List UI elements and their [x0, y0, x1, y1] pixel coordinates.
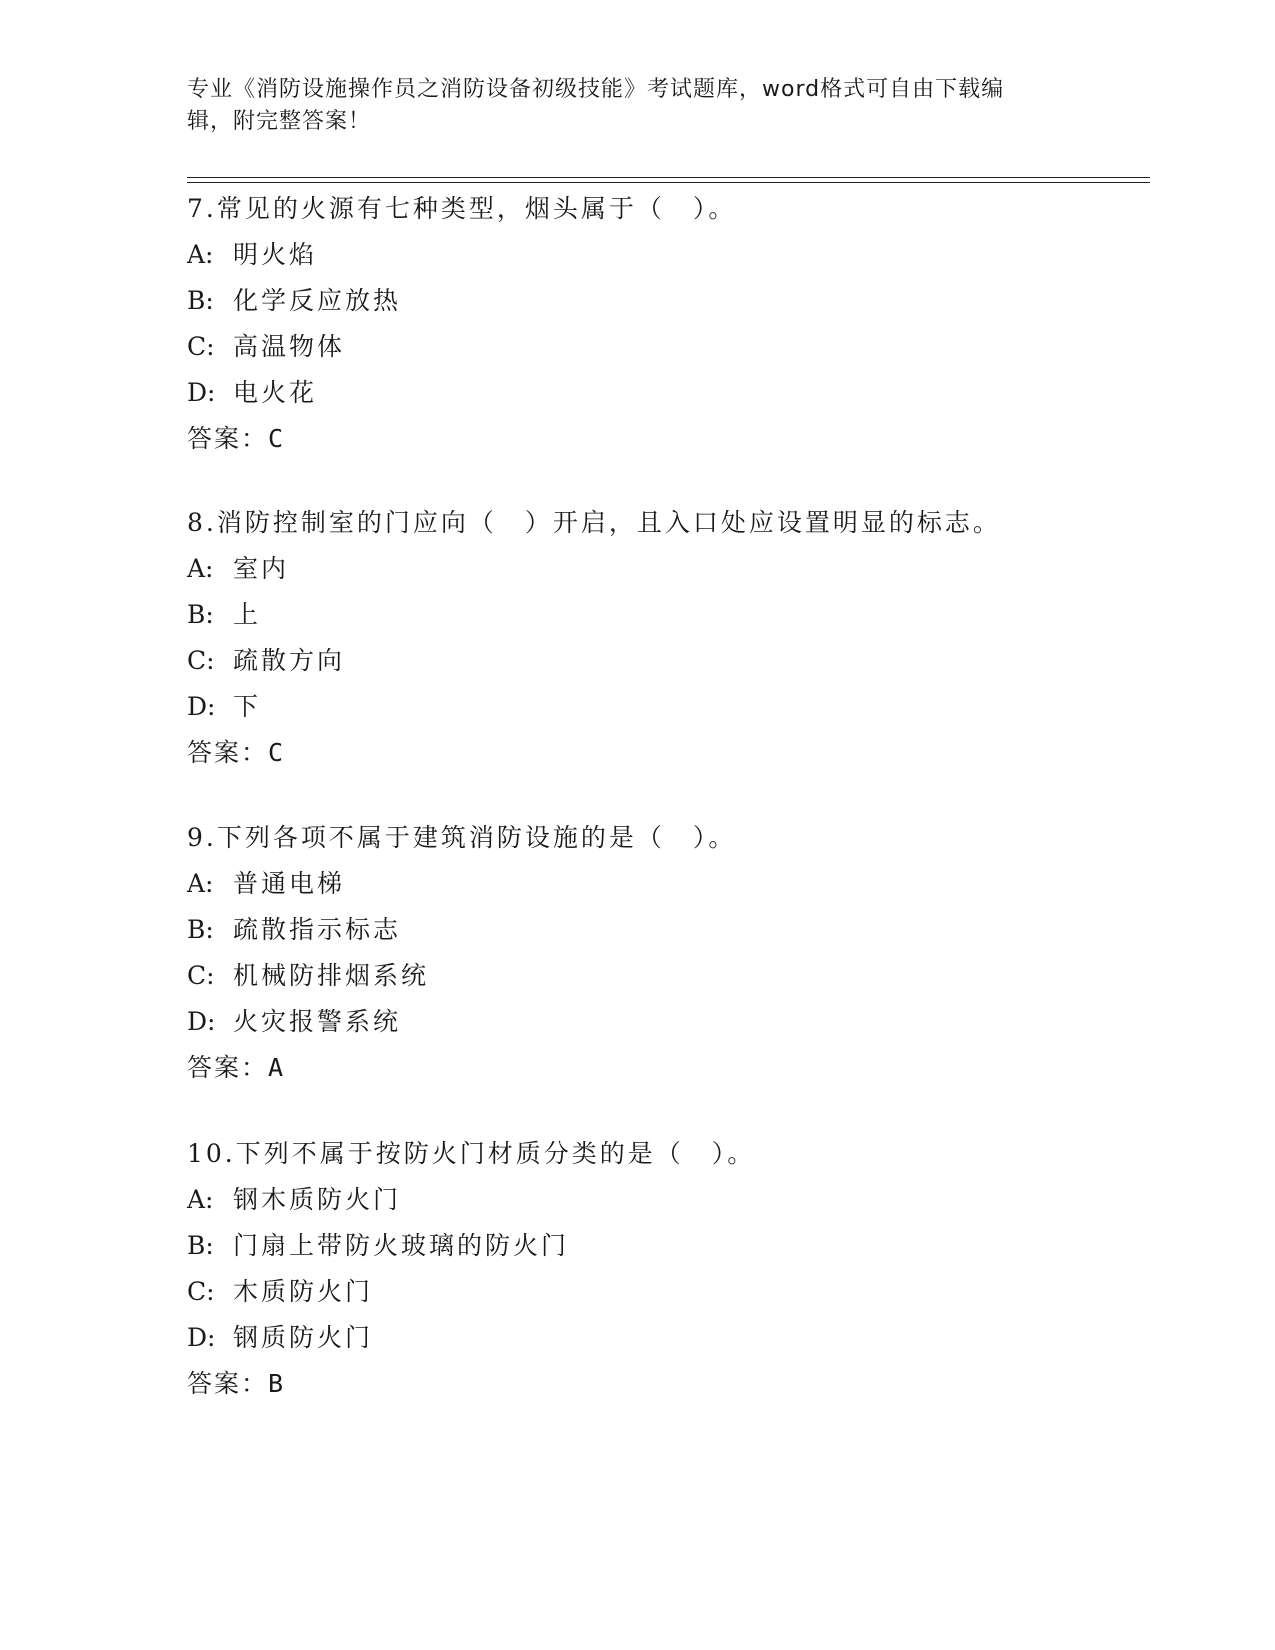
answer-line [187, 422, 1147, 456]
option-letter: B: [187, 915, 214, 944]
option-a [187, 238, 1147, 272]
option-text: 化学反应放热 [233, 286, 402, 315]
answer-label: 答案： [187, 1053, 269, 1082]
option-a [187, 1183, 1147, 1217]
question-stem: 8.消防控制室的门应向（ ）开启，且入口处应设置明显的标志。 [187, 508, 1001, 537]
option-d [187, 690, 1147, 724]
document-header [187, 74, 1087, 138]
option-letter: D: [187, 1007, 216, 1036]
option-c [187, 1275, 1147, 1309]
question-7 [187, 192, 1147, 456]
answer-value: C [268, 424, 284, 453]
option-text: 高温物体 [233, 332, 346, 361]
answer-label: 答案： [187, 424, 269, 453]
option-b [187, 913, 1147, 947]
option-letter: C: [187, 1277, 215, 1306]
option-text: 机械防排烟系统 [233, 961, 430, 990]
header-divider-top [187, 177, 1150, 178]
option-text: 电火花 [233, 378, 318, 407]
option-letter: D: [187, 692, 216, 721]
option-letter: A: [187, 869, 214, 898]
option-text: 钢木质防火门 [233, 1185, 402, 1214]
option-a [187, 867, 1147, 901]
option-text: 疏散指示标志 [233, 915, 402, 944]
answer-value: C [268, 738, 284, 767]
option-d [187, 376, 1147, 410]
answer-value: A [268, 1053, 284, 1082]
answer-line [187, 736, 1147, 770]
question-stem: 7.常见的火源有七种类型，烟头属于（ ）。 [187, 194, 737, 223]
header-line-2: 辑，附完整答案！ [187, 109, 372, 134]
question-10 [187, 1137, 1147, 1401]
option-c [187, 330, 1147, 364]
option-letter: A: [187, 554, 214, 583]
option-text: 门扇上带防火玻璃的防火门 [233, 1231, 570, 1260]
option-letter: B: [187, 286, 214, 315]
header-line-1: 专业《消防设施操作员之消防设备初级技能》考试题库，word格式可自由下载编 [187, 77, 1005, 102]
option-b [187, 1229, 1147, 1263]
question-stem: 10.下列不属于按防火门材质分类的是（ ）。 [187, 1139, 756, 1168]
option-letter: A: [187, 1185, 214, 1214]
option-text: 火灾报警系统 [233, 1007, 402, 1036]
option-text: 上 [233, 600, 262, 629]
answer-label: 答案： [187, 738, 269, 767]
option-b [187, 598, 1147, 632]
option-text: 钢质防火门 [233, 1323, 374, 1352]
option-d [187, 1005, 1147, 1039]
question-9 [187, 821, 1147, 1085]
option-text: 室内 [233, 554, 290, 583]
answer-label: 答案： [187, 1369, 269, 1398]
option-letter: C: [187, 332, 215, 361]
option-text: 普通电梯 [233, 869, 346, 898]
option-letter: C: [187, 646, 215, 675]
option-d [187, 1321, 1147, 1355]
option-letter: B: [187, 600, 214, 629]
option-letter: D: [187, 378, 216, 407]
option-letter: D: [187, 1323, 216, 1352]
option-text: 下 [233, 692, 262, 721]
option-letter: B: [187, 1231, 214, 1260]
option-b [187, 284, 1147, 318]
question-stem: 9.下列各项不属于建筑消防设施的是（ ）。 [187, 823, 737, 852]
question-8 [187, 506, 1147, 770]
answer-line [187, 1051, 1147, 1085]
option-c [187, 959, 1147, 993]
option-text: 木质防火门 [233, 1277, 374, 1306]
option-text: 疏散方向 [233, 646, 346, 675]
option-c [187, 644, 1147, 678]
answer-value: B [268, 1369, 284, 1398]
option-a [187, 552, 1147, 586]
option-text: 明火焰 [233, 240, 318, 269]
option-letter: C: [187, 961, 215, 990]
answer-line [187, 1367, 1147, 1401]
header-divider-bottom [187, 182, 1150, 183]
option-letter: A: [187, 240, 214, 269]
